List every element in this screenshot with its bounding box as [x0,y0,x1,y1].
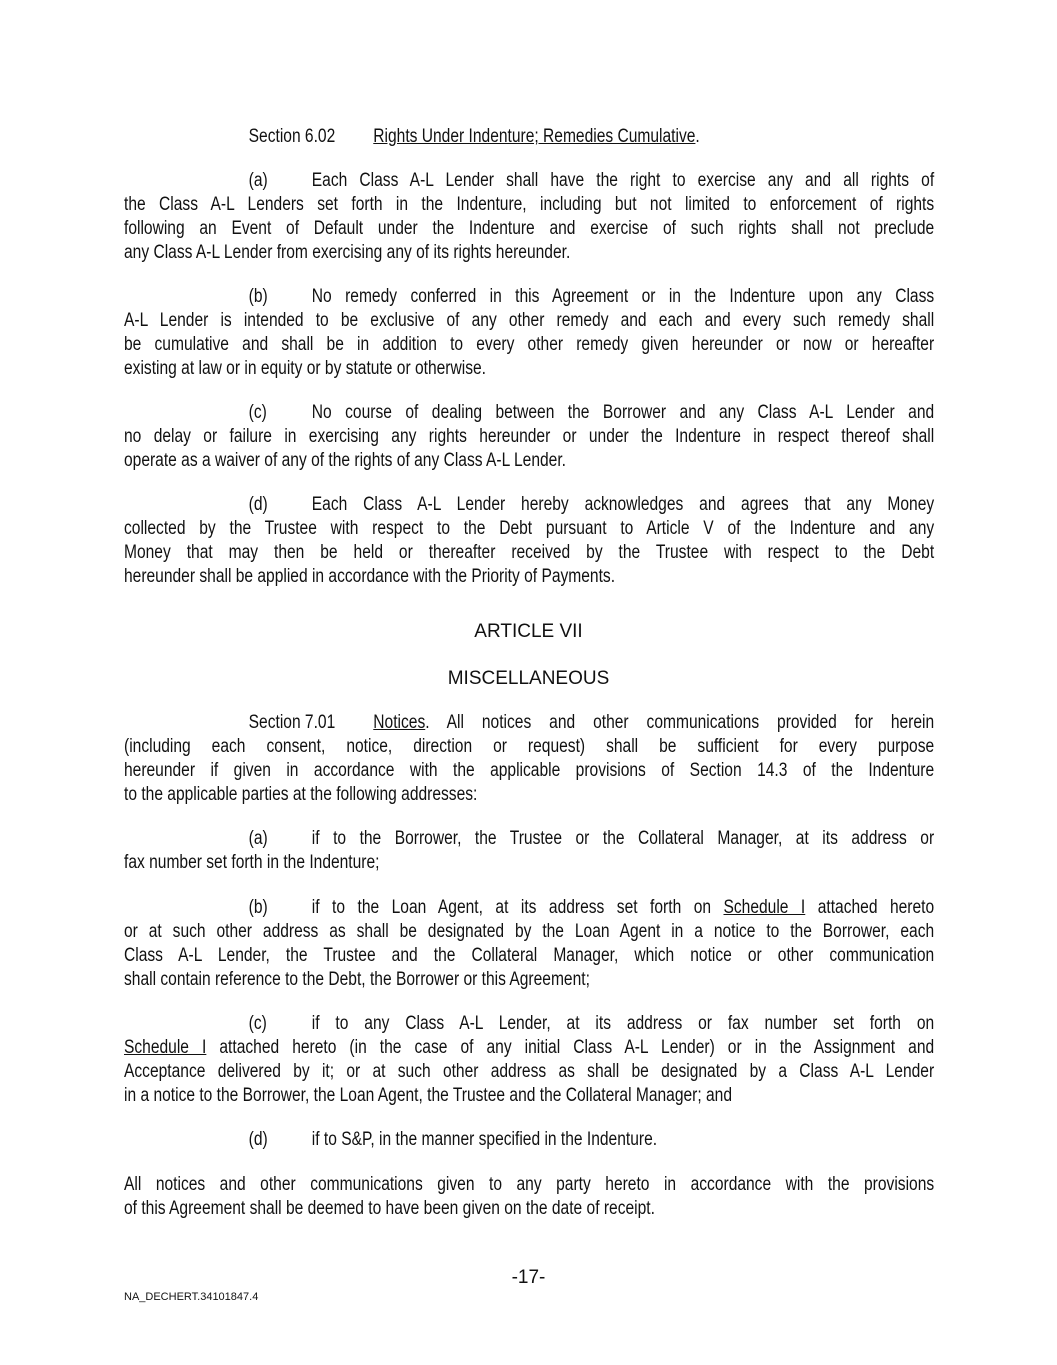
paragraph-label: (d) [248,1129,268,1150]
text-segment: the Class A-L Lenders set forth in the Indenture, including but not limited to enforcement of rights [124,194,935,215]
text-line [124,896,934,920]
paragraph-label: (c) [248,402,267,423]
text-line [124,169,934,193]
text-segment: attached hereto (in the case of any initial Class A-L Lender) or in the Assignment and [206,1037,935,1058]
paragraph-label: (b) [248,897,268,918]
page-number: -17- [511,1267,546,1288]
paragraph [124,493,934,589]
text-line [124,217,934,241]
text-segment: be cumulative and shall be in addition to every other remedy given hereunder or now or hereafter [124,334,935,355]
section-number: Section 6.02 [248,126,336,147]
text-line: (including each consent, notice, direction or request) shall be sufficient for every purpose [124,736,935,757]
text-segment: Each Class A-L Lender hereby acknowledges and agrees that any Money [311,494,935,515]
article-number: ARTICLE VII [474,621,583,642]
text-line [124,401,934,425]
text-line [124,1128,934,1152]
text-segment: operate as a waiver of any of the rights of any Class A-L Lender. [124,450,566,471]
text-line [124,425,934,449]
section-title: Rights Under Indenture; Remedies Cumulative [373,126,696,147]
paragraph [124,401,934,473]
closing-paragraph [124,1173,934,1221]
text-segment: if to the Borrower, the Trustee or the Collateral Manager, at its address or [311,828,935,849]
article-title: MISCELLANEOUS [447,668,610,689]
text-segment: hereunder shall be applied in accordance with the Priority of Payments. [124,566,616,587]
paragraph [124,169,934,265]
section-7-01 [124,711,934,807]
text-segment: Money that may then be held or thereafter received by the Trustee with respect to the Debt [124,542,935,563]
text-segment: if to S&P, in the manner specified in the Indenture. [311,1129,658,1150]
paragraph [124,285,934,381]
text-line: . All notices and other communications provided for herein [425,712,935,733]
text-line [124,920,934,944]
section-title: Notices [373,712,426,733]
text-line: hereunder if given in accordance with the applicable provisions of Section 14.3 of the Indenture [124,760,935,781]
text-line [124,285,934,309]
section-6-02-heading [124,125,934,149]
text-line [124,333,934,357]
text-segment: shall contain reference to the Debt, the Borrower or this Agreement; [124,969,590,990]
text-line [124,565,934,589]
text-segment: if to any Class A-L Lender, at its address or fax number set forth on [311,1013,935,1034]
text-segment: in a notice to the Borrower, the Loan Agent, the Trustee and the Collateral Manager; and [124,1085,733,1106]
text-segment: Each Class A-L Lender shall have the right to exercise any and all rights of [311,170,935,191]
text-line: to the applicable parties at the following addresses: [124,784,478,805]
paragraph-label: (b) [248,286,268,307]
text-line [124,1084,934,1108]
text-line [124,1036,934,1060]
text-segment: existing at law or in equity or by statute or otherwise. [124,358,486,379]
text-line [124,1012,934,1036]
text-line [124,851,934,875]
text-segment: No remedy conferred in this Agreement or in the Indenture upon any Class [311,286,935,307]
text-segment: no delay or failure in exercising any rights hereunder or under the Indenture in respect thereof shall [124,426,935,447]
text-segment: attached hereto [805,897,935,918]
text-segment: Class A-L Lender, the Trustee and the Collateral Manager, which notice or other communication [124,945,935,966]
text-line [124,357,934,381]
text-segment: or at such other address as shall be designated by the Loan Agent in a notice to the Borrower, each [124,921,935,942]
section-number: Section 7.01 [248,712,336,733]
text-line [124,968,934,992]
text-line [124,449,934,473]
punctuation: . [695,126,700,147]
paragraph [124,896,934,992]
text-segment: any Class A-L Lender from exercising any of its rights hereunder. [124,242,571,263]
document-id: NA_DECHERT.34101847.4 [124,1291,259,1303]
paragraph [124,1012,934,1108]
text-line: All notices and other communications given to any party hereto in accordance with the provisions [124,1174,935,1195]
paragraph-label: (d) [248,494,268,515]
text-segment: collected by the Trustee with respect to the Debt pursuant to Article V of the Indenture and any [124,518,935,539]
text-segment: fax number set forth in the Indenture; [124,852,380,873]
schedule-reference: Schedule I [124,1037,207,1058]
text-line [124,493,934,517]
text-line [124,944,934,968]
text-segment: A-L Lender is intended to be exclusive of any other remedy and each and every such remedy shall [124,310,935,331]
text-line [124,193,934,217]
paragraph-label: (a) [248,828,268,849]
paragraph-label: (a) [248,170,268,191]
text-line [124,517,934,541]
text-segment: following an Event of Default under the Indenture and exercise of such rights shall not preclude [124,218,935,239]
schedule-reference: Schedule I [723,897,806,918]
paragraph [124,1128,934,1152]
text-line [124,1060,934,1084]
paragraph [124,827,934,875]
text-line [124,541,934,565]
paragraph-label: (c) [248,1013,267,1034]
text-line [124,309,934,333]
text-segment: Acceptance delivered by it; or at such other address as shall be designated by a Class A-L Lender [124,1061,935,1082]
text-line [124,241,934,265]
text-line: of this Agreement shall be deemed to have been given on the date of receipt. [124,1198,655,1219]
text-segment: if to the Loan Agent, at its address set forth on [311,897,724,918]
text-segment: No course of dealing between the Borrower and any Class A-L Lender and [311,402,935,423]
text-line [124,827,934,851]
